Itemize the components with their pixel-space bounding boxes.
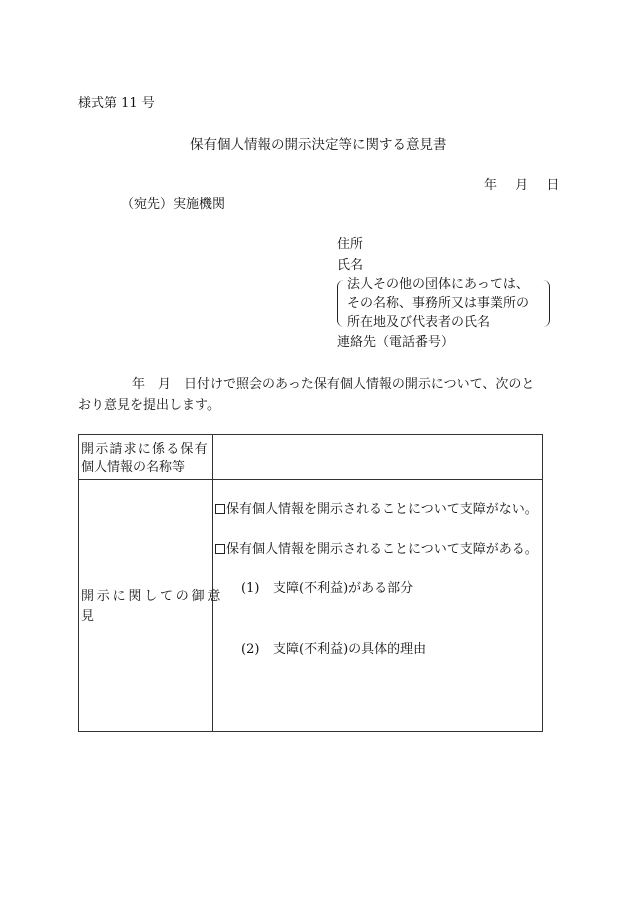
sub-item-text: 支障(不利益)がある部分 [273,581,414,596]
row-1-label: 開示請求に係る保有 [81,442,209,457]
form-number: 様式第 11 号 [78,96,155,111]
body-text-line: 年 月 日付けで照会のあった保有個人情報の開示について、次のと [132,377,535,392]
opinion-table [78,434,543,732]
checkbox-icon[interactable] [215,544,225,554]
row-1-label: 個人情報の名称等 [81,460,186,475]
date-day: 日 [546,178,560,193]
table-row-divider [79,479,542,480]
date-year: 年 [484,178,498,193]
corporate-note-line: その名称、事務所又は事業所の [347,296,530,311]
option-label: 保有個人情報を開示されることについて支障がある。 [226,542,538,557]
addressee: （宛先）実施機関 [121,197,226,212]
checkbox-icon[interactable] [215,504,225,514]
row-2-label: 開示に関しての御意 [81,589,224,604]
right-bracket [543,280,550,327]
sub-item-hindrance-reason [241,643,426,656]
row-2-label: 見 [81,609,95,624]
contact-label: 連絡先（電話番号） [337,335,455,350]
name-label: 氏名 [337,258,364,273]
sub-item-hindrance-part [241,582,413,595]
date-line [484,179,559,192]
address-label: 住所 [337,237,364,252]
corporate-note-line: 法人その他の団体にあっては、 [347,277,529,292]
corporate-note-line: 所在地及び代表者の氏名 [347,315,491,330]
sub-item-text: 支障(不利益)の具体的理由 [273,642,427,657]
body-text-line: おり意見を提出します。 [78,398,220,413]
option-label: 保有個人情報を開示されることについて支障がない。 [226,502,538,517]
date-month: 月 [515,178,529,193]
left-bracket [337,280,344,327]
document-title: 保有個人情報の開示決定等に関する意見書 [190,137,447,153]
sub-item-number: (1) [241,581,260,596]
sub-item-number: (2) [241,642,260,657]
corporate-note [337,278,550,331]
option-no-hindrance[interactable] [215,503,538,516]
option-hindrance[interactable] [215,543,538,556]
